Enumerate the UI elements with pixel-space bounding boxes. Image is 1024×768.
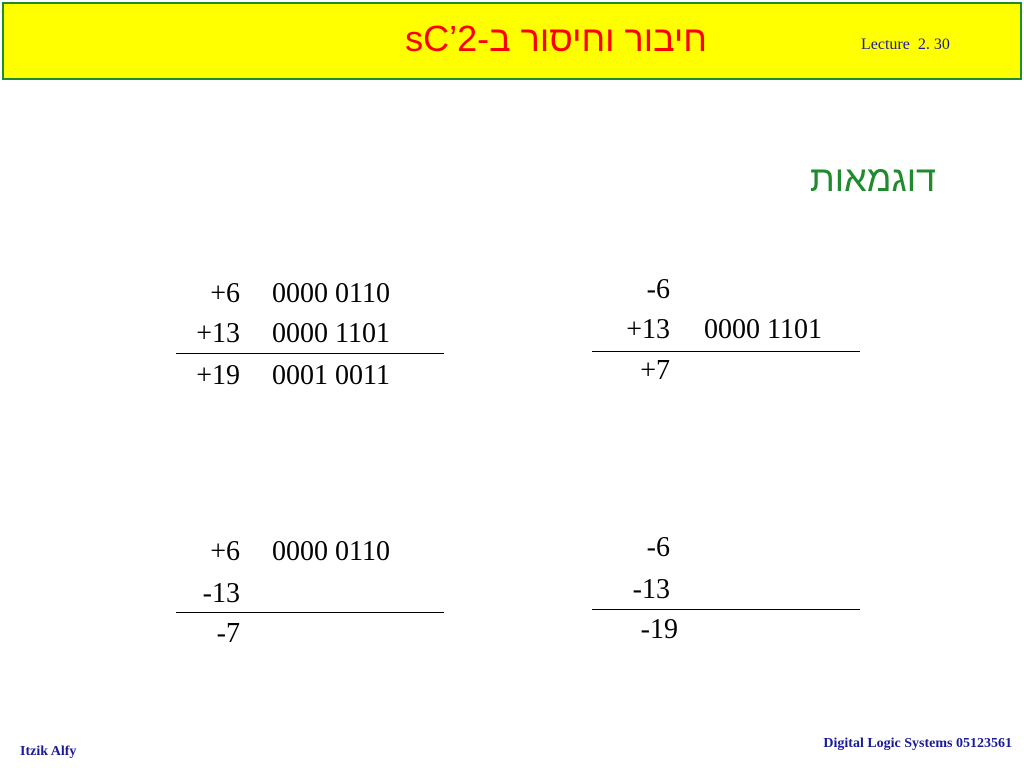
operand-b: +13 bbox=[196, 318, 240, 349]
operand-a: -6 bbox=[646, 532, 670, 563]
result: -19 bbox=[640, 614, 678, 645]
operand-a: +6 bbox=[210, 536, 240, 567]
sum-line bbox=[176, 612, 444, 613]
operand-b-binary: 0000 1101 bbox=[272, 318, 390, 349]
operand-b: -13 bbox=[632, 574, 670, 605]
operand-b: +13 bbox=[626, 314, 670, 345]
result: -7 bbox=[216, 618, 240, 649]
section-title: דוגמאות bbox=[809, 158, 936, 199]
operand-a-binary: 0000 0110 bbox=[272, 536, 390, 567]
footer-author: Itzik Alfy bbox=[20, 744, 77, 759]
operand-a: +6 bbox=[210, 278, 240, 309]
result: +7 bbox=[640, 355, 670, 386]
operand-b: -13 bbox=[202, 578, 240, 609]
sum-line bbox=[176, 353, 444, 354]
sum-line bbox=[592, 609, 860, 610]
result: +19 bbox=[196, 360, 240, 391]
footer-course: Digital Logic Systems 05123561 bbox=[823, 736, 1012, 751]
operand-a: -6 bbox=[646, 274, 670, 305]
operand-a-binary: 0000 0110 bbox=[272, 278, 390, 309]
operand-b-binary: 0000 1101 bbox=[704, 314, 822, 345]
slide-title: חיבור וחיסור ב-2’sC bbox=[405, 18, 707, 59]
result-binary: 0001 0011 bbox=[272, 360, 390, 391]
sum-line bbox=[592, 351, 860, 352]
lecture-number: Lecture 2. 30 bbox=[861, 36, 950, 53]
title-bar bbox=[2, 2, 1022, 80]
